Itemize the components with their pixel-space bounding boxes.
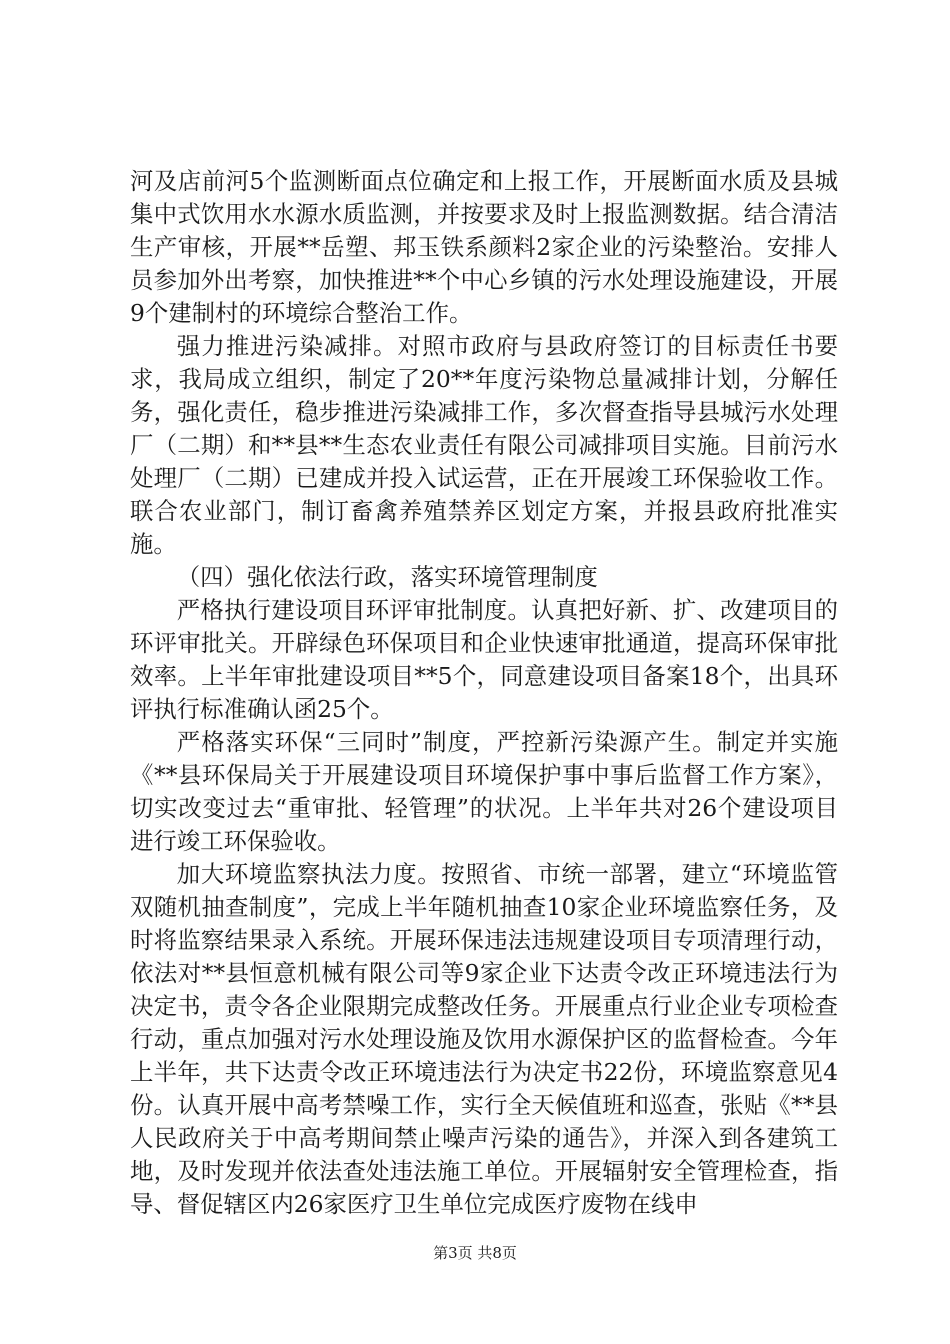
paragraph-5: 加大环境监察执法力度。按照省、市统一部署，建立“环境监管双随机抽查制度”，完成上半年随机抽查10家企业环境监察任务，及时将监察结果录入系统。开展环保违法违规建设项目专项清理行动，依法对**县恒意机械有限公司等9家企业下达责令改正环境违法行为决定书，责令各企业限期完成整改任务。开展重点行业企业专项检查行动，重点加强对污水处理设施及饮用水源保护区的监督检查。今年上半年，共下达责令改正环境违法行为决定书22份，环境监察意见4份。认真开展中高考禁噪工作，实行全天候值班和巡查，张贴《**县人民政府关于中高考期间禁止噪声污染的通告》，并深入到各建筑工地，及时发现并依法查处违法施工单位。开展辐射安全管理检查，指导、督促辖区内26家医疗卫生单位完成医疗废物在线申 <box>130 860 838 1218</box>
document-body <box>130 165 838 1221</box>
paragraph-3: 严格执行建设项目环评审批制度。认真把好新、扩、改建项目的环评审批关。开辟绿色环保项目和企业快速审批通道，提高环保审批效率。上半年审批建设项目**5个，同意建设项目备案18个，出具环评执行标准确认函25个。 <box>130 596 838 723</box>
paragraph-2: 强力推进污染减排。对照市政府与县政府签订的目标责任书要求，我局成立组织，制定了20**年度污染物总量减排计划，分解任务，强化责任，稳步推进污染减排工作，多次督查指导县城污水处理厂（二期）和**县**生态农业责任有限公司减排项目实施。目前污水处理厂（二期）已建成并投入试运营，正在开展竣工环保验收工作。联合农业部门，制订畜禽养殖禁养区划定方案，并报县政府批准实施。 <box>130 332 838 558</box>
paragraph-4: 严格落实环保“三同时”制度，严控新污染源产生。制定并实施《**县环保局关于开展建设项目环境保护事中事后监督工作方案》，切实改变过去“重审批、轻管理”的状况。上半年共对26个建设项目进行竣工环保验收。 <box>130 728 838 855</box>
section-heading: （四）强化依法行政，落实环境管理制度 <box>176 563 598 591</box>
paragraph-1: 河及店前河5个监测断面点位确定和上报工作，开展断面水质及县城集中式饮用水水源水质监测，并按要求及时上报监测数据。结合清洁生产审核，开展**岳塑、邦玉铁系颜料2家企业的污染整治。安排人员参加外出考察，加快推进**个中心乡镇的污水处理设施建设，开展9个建制村的环境综合整治工作。 <box>130 167 838 327</box>
page-footer: 第3页 共8页 <box>433 1244 517 1262</box>
